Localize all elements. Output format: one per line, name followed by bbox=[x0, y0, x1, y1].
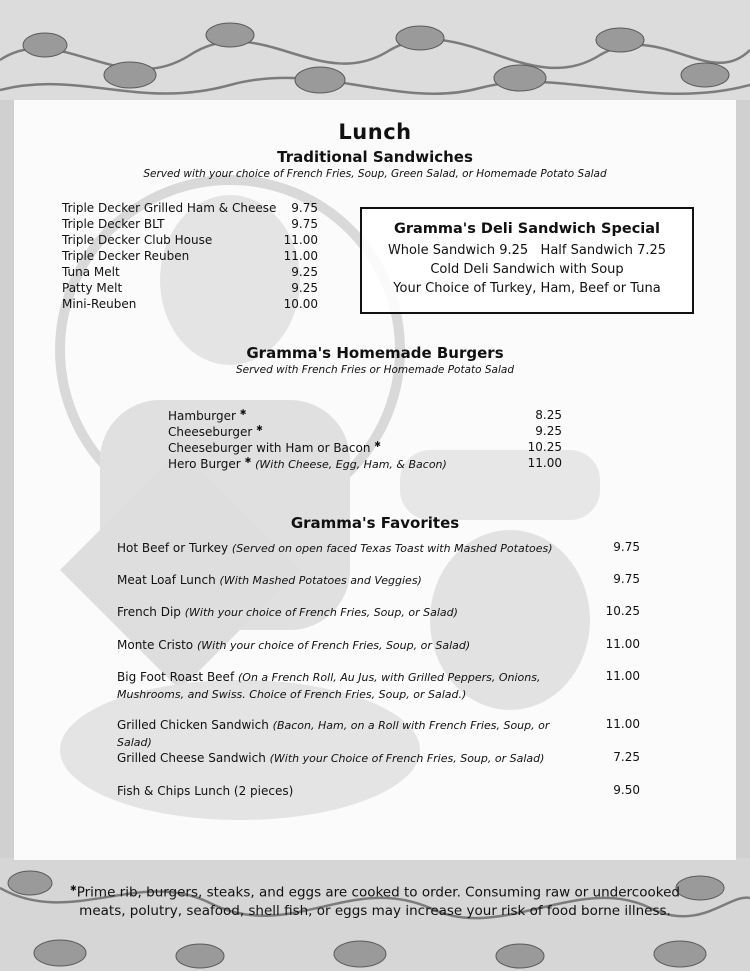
sandwich-item-name: Mini-Reuben bbox=[62, 297, 137, 311]
favorite-item-price: 7.25 bbox=[613, 750, 640, 764]
burger-item bbox=[168, 440, 381, 455]
favorite-item-note: (Served on open faced Texas Toast with Mashed Potatoes) bbox=[231, 542, 553, 555]
deli-special-choices: Your Choice of Turkey, Ham, Beef or Tuna bbox=[393, 281, 661, 296]
favorites-heading: Gramma's Favorites bbox=[290, 514, 460, 532]
deli-special-prices: Whole Sandwich 9.25 Half Sandwich 7.25 bbox=[387, 243, 667, 258]
disclaimer-line-1: Prime rib, burgers, steaks, and eggs are cooked to order. Consuming raw or undercooked bbox=[76, 884, 680, 901]
favorite-item-price: 11.00 bbox=[605, 717, 640, 731]
sandwich-item-name: Triple Decker Club House bbox=[62, 233, 213, 247]
favorite-item-note: (With your choice of French Fries, Soup, or Salad) bbox=[196, 639, 471, 652]
sandwiches-subtitle: Served with your choice of French Fries, Soup, Green Salad, or Homemade Potato Salad bbox=[143, 168, 607, 180]
favorite-item-name: Monte Cristo bbox=[117, 638, 194, 652]
favorite-item-price: 11.00 bbox=[605, 669, 640, 683]
favorite-item bbox=[117, 637, 587, 654]
favorite-item-note: (With your choice of French Fries, Soup, or Salad) bbox=[184, 606, 458, 619]
favorite-item-name: Meat Loaf Lunch bbox=[117, 573, 216, 587]
cooked-to-order-icon: ✱ bbox=[374, 440, 381, 449]
cooked-to-order-icon: ✱ bbox=[256, 424, 263, 433]
cooked-to-order-icon: ✱ bbox=[244, 456, 252, 465]
food-safety-disclaimer bbox=[70, 880, 680, 920]
sandwich-item-price: 9.25 bbox=[291, 265, 318, 279]
sandwich-item-price: 11.00 bbox=[283, 233, 318, 247]
burger-item-note: (With Cheese, Egg, Ham, & Bacon) bbox=[255, 458, 447, 471]
favorite-item-name: Big Foot Roast Beef bbox=[117, 670, 235, 684]
sandwich-item-price: 10.00 bbox=[283, 297, 318, 311]
sandwich-item-price: 9.75 bbox=[291, 217, 318, 231]
burger-item-price: 10.25 bbox=[527, 440, 562, 454]
sandwich-item-name: Triple Decker Reuben bbox=[62, 249, 190, 263]
cooked-to-order-icon: ✱ bbox=[70, 884, 77, 893]
cooked-to-order-icon: ✱ bbox=[239, 408, 247, 417]
favorite-item bbox=[117, 750, 587, 767]
favorite-item bbox=[117, 540, 587, 557]
sandwich-item-price: 9.75 bbox=[291, 201, 318, 215]
favorite-item bbox=[117, 572, 587, 589]
sandwich-item-price: 9.25 bbox=[291, 281, 318, 295]
favorite-item-note: (With Mashed Potatoes and Veggies) bbox=[219, 574, 422, 587]
favorite-item-note: (On a French Roll, Au Jus, with Grilled Peppers, Onions, Mushrooms, and Swiss. Choice of French Fries, Soup, or Salad.) bbox=[117, 671, 541, 701]
burger-item-name: Cheeseburger with Ham or Bacon bbox=[168, 441, 371, 455]
deli-special-title: Gramma's Deli Sandwich Special bbox=[393, 221, 661, 237]
sandwich-item-name: Triple Decker BLT bbox=[62, 217, 165, 231]
favorite-item bbox=[117, 783, 587, 800]
favorite-item bbox=[117, 669, 587, 703]
favorite-item-note: (Bacon, Ham, on a Roll with French Fries, Soup, or Salad) bbox=[117, 719, 550, 749]
page-title: Lunch bbox=[338, 120, 412, 144]
disclaimer-line-2: meats, polutry, seafood, shell fish, or eggs may increase your risk of food borne illness. bbox=[79, 902, 671, 919]
right-border bbox=[734, 100, 750, 870]
deli-special-soup: Cold Deli Sandwich with Soup bbox=[430, 262, 624, 277]
burgers-subtitle: Served with French Fries or Homemade Potato Salad bbox=[235, 364, 515, 376]
deli-special-box bbox=[360, 207, 694, 314]
favorite-item-price: 11.00 bbox=[605, 637, 640, 651]
burger-item-price: 9.25 bbox=[535, 424, 562, 438]
sandwich-item-name: Tuna Melt bbox=[62, 265, 120, 279]
favorite-item-price: 10.25 bbox=[605, 604, 640, 618]
favorite-item-price: 9.75 bbox=[613, 540, 640, 554]
burger-item-name: Cheeseburger bbox=[168, 425, 253, 439]
favorite-item-price: 9.75 bbox=[613, 572, 640, 586]
sandwich-item-name: Triple Decker Grilled Ham & Cheese bbox=[62, 201, 277, 215]
burger-item-price: 8.25 bbox=[535, 408, 562, 422]
burgers-heading: Gramma's Homemade Burgers bbox=[246, 344, 504, 362]
favorite-item-name: French Dip bbox=[117, 605, 181, 619]
sandwich-item-price: 11.00 bbox=[283, 249, 318, 263]
burger-item bbox=[168, 408, 246, 423]
favorite-item bbox=[117, 604, 587, 621]
favorite-item-name: Fish & Chips Lunch (2 pieces) bbox=[117, 784, 294, 798]
favorite-item-price: 9.50 bbox=[613, 783, 640, 797]
burger-item-name: Hero Burger bbox=[168, 457, 241, 471]
sandwiches-heading: Traditional Sandwiches bbox=[277, 148, 473, 166]
sandwich-item-name: Patty Melt bbox=[62, 281, 123, 295]
favorite-item bbox=[117, 717, 587, 751]
burger-item-name: Hamburger bbox=[168, 409, 236, 423]
burger-item bbox=[168, 424, 263, 439]
favorite-item-name: Grilled Chicken Sandwich bbox=[117, 718, 269, 732]
favorite-item-name: Hot Beef or Turkey bbox=[117, 541, 229, 555]
burger-item bbox=[168, 456, 447, 471]
favorite-item-note: (With your Choice of French Fries, Soup, or Salad) bbox=[269, 752, 545, 765]
burger-item-price: 11.00 bbox=[527, 456, 562, 470]
favorite-item-name: Grilled Cheese Sandwich bbox=[117, 751, 266, 765]
